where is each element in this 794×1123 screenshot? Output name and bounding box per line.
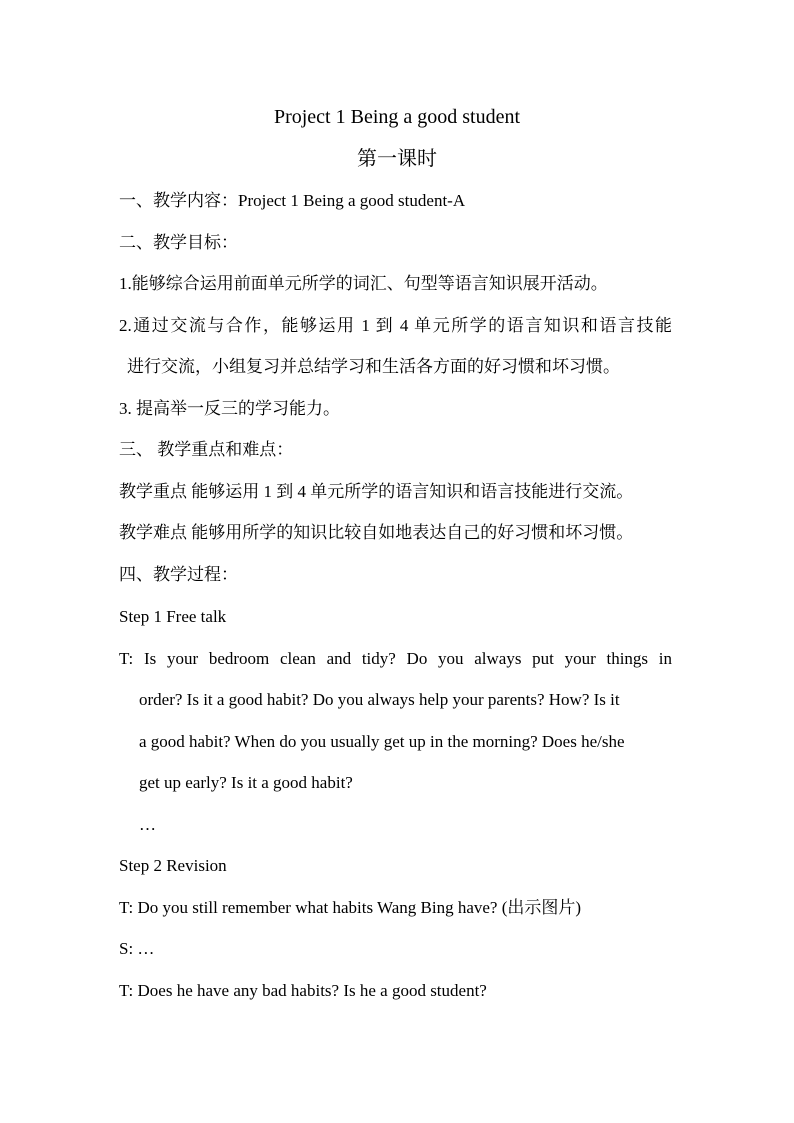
content-heading: 一、教学内容：Project 1 Being a good student-A [119,191,466,210]
step2-heading: Step 2 Revision [119,856,227,875]
key-point: 教学重点 能够运用 1 到 4 单元所学的语言知识和语言技能进行交流。 [119,482,634,501]
step1-line: a good habit? When do you usually get up in the morning? Does he/she [139,732,625,751]
document-title: Project 1 Being a good student [273,106,521,128]
objective-item: 1.能够综合运用前面单元所学的词汇、句型等语言知识展开活动。 [119,274,608,293]
key-points-heading: 三、 教学重点和难点： [119,440,294,459]
lesson-subtitle: 第一课时 [357,148,437,170]
step2-line: T: Does he have any bad habits? Is he a good student? [119,981,487,1000]
step1-line: order? Is it a good habit? Do you always help your parents? How? Is it [139,690,620,709]
step2-line: T: Do you still remember what habits Wang Bing have? (出示图片) [119,898,582,917]
objective-item-continuation: 进行交流，小组复习并总结学习和生活各方面的好习惯和坏习惯。 [127,357,620,376]
objective-item: 2.通过交流与合作，能够运用 1 到 4 单元所学的语言知识和语言技能 [119,316,672,335]
process-heading: 四、教学过程： [119,565,238,584]
objectives-heading: 二、教学目标： [119,233,238,252]
step1-ellipsis: … [139,815,156,834]
step1-heading: Step 1 Free talk [119,607,227,626]
step1-line: get up early? Is it a good habit? [139,773,353,792]
step1-line: T: Is your bedroom clean and tidy? Do you always put your things in [119,649,672,668]
step2-line: S: … [119,939,155,958]
difficult-point: 教学难点 能够用所学的知识比较自如地表达自己的好习惯和坏习惯。 [119,523,634,542]
objective-item: 3. 提高举一反三的学习能力。 [119,399,340,418]
